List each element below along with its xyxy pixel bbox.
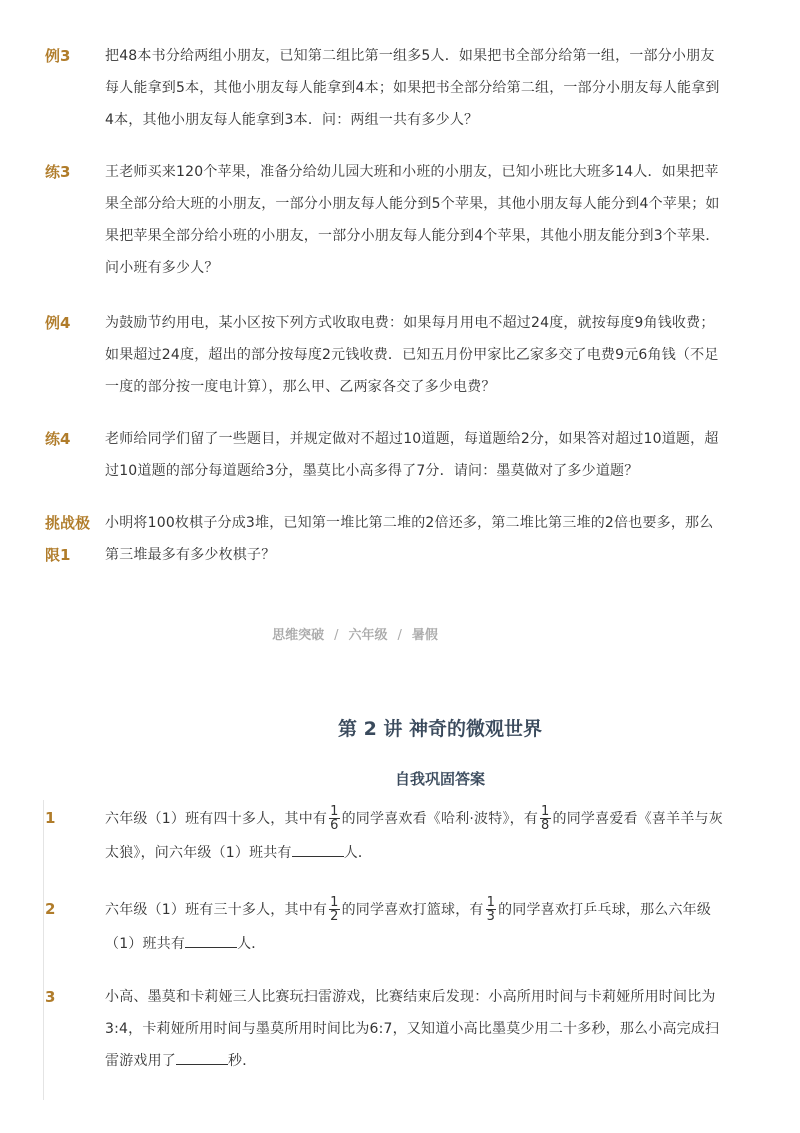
- problem-label: 例4: [45, 314, 71, 332]
- answer-number: 3: [45, 988, 56, 1006]
- answer-text-part: 的同学喜欢看《哈利·波特》，有: [341, 811, 539, 827]
- fraction-denominator: 2: [330, 908, 339, 924]
- footer-separator: /: [334, 628, 339, 643]
- fraction-numerator: 1: [541, 803, 550, 819]
- answer-blank[interactable]: [176, 1050, 228, 1065]
- problem-label: 练3: [45, 163, 71, 181]
- problem-label: 练4: [45, 430, 71, 448]
- section-title: 自我巩固答案: [394, 770, 485, 788]
- fraction: [486, 896, 496, 923]
- answer-blank[interactable]: [185, 933, 237, 948]
- answer-text: [105, 981, 725, 1077]
- answer-text-part: 的同学喜爱看《喜羊羊与灰太狼》，问六年级（1）班共有: [105, 811, 723, 861]
- answer-text-part: 六年级（1）班有三十多人，其中有: [105, 902, 328, 918]
- fraction: [329, 896, 339, 923]
- fraction: [540, 805, 550, 832]
- fraction-denominator: 6: [330, 817, 339, 833]
- answer-text-part: 六年级（1）班有四十多人，其中有: [105, 811, 328, 827]
- fraction: [329, 805, 339, 832]
- footer-separator: /: [397, 628, 402, 643]
- answer-text-part: 的同学喜欢打篮球，有: [341, 902, 484, 918]
- footer-grade: 六年级: [348, 628, 388, 643]
- answer-text-part: 人．: [343, 845, 373, 861]
- answer-text-part: 小高、墨莫和卡莉娅三人比赛玩扫雷游戏，比赛结束后发现：小高所用时间与卡莉娅所用时间比为3:4，卡莉娅所用时间与墨莫所用时间比为6:7，又知道小高比墨莫少用二十多秒，那么小高完成扫雷游戏用了: [105, 989, 720, 1069]
- answer-text-part: 秒．: [228, 1053, 257, 1069]
- fraction-numerator: 1: [486, 894, 496, 910]
- problem-text: 老师给同学们留了一些题目，并规定做对不超过10道题，每道题给2分，如果答对超过10道题，超过10道题的部分每道题给3分，墨莫比小高多得了7分．请问：墨莫做对了多少道题？: [105, 431, 719, 479]
- page-footer: [0, 624, 710, 643]
- fraction-denominator: 8: [541, 817, 550, 833]
- footer-series: 思维突破: [272, 628, 325, 643]
- problem-text: 把48本书分给两组小朋友，已知第二组比第一组多5人．如果把书全部分给第一组，一部分小朋友每人能拿到5本，其他小朋友每人能拿到4本；如果把书全部分给第二组，一部分小朋友每人能拿到4本，其他小朋友每人能拿到3本．问：两组一共有多少人？: [105, 48, 720, 128]
- answer-number: 1: [45, 809, 56, 827]
- problem-text: 为鼓励节约用电，某小区按下列方式收取电费：如果每月用电不超过24度，就按每度9角钱收费；如果超过24度，超出的部分按每度2元钱收费．已知五月份甲家比乙家多交了电费9元6角钱（不足一度的部分按一度电计算），那么甲、乙两家各交了多少电费？: [105, 315, 719, 395]
- answer-text-part: 人．: [237, 936, 266, 952]
- fraction-numerator: 1: [330, 803, 339, 819]
- answer-text: [105, 802, 725, 870]
- problem-label: 挑战极限1: [45, 514, 91, 564]
- answer-text-part: 的同学喜欢打乒乓球，那么六年级（1）班共有: [105, 902, 712, 952]
- fraction-denominator: 3: [486, 908, 496, 924]
- problem-text: 小明将100枚棋子分成3堆，已知第一堆比第二堆的2倍还多，第二堆比第三堆的2倍也要多，那么第三堆最多有多少枚棋子？: [105, 515, 714, 563]
- answer-blank[interactable]: [292, 842, 344, 857]
- problem-text: 王老师买来120个苹果，准备分给幼儿园大班和小班的小朋友，已知小班比大班多14人．如果把苹果全部分给大班的小朋友，一部分小朋友每人能分到5个苹果，其他小朋友每人能分到4个苹果；如果把苹果全部分给小班的小朋友，一部分小朋友每人能分到4个苹果，其他小朋友能分到3个苹果．问小班有多少人？: [105, 164, 720, 276]
- footer-term: 暑假: [411, 628, 438, 643]
- margin-rule: [43, 800, 44, 1100]
- answer-text: [105, 893, 725, 961]
- answer-number: 2: [45, 900, 56, 918]
- fraction-numerator: 1: [330, 894, 339, 910]
- problem-label: 例3: [45, 47, 71, 65]
- chapter-title: 第 2 讲 神奇的微观世界: [337, 718, 543, 740]
